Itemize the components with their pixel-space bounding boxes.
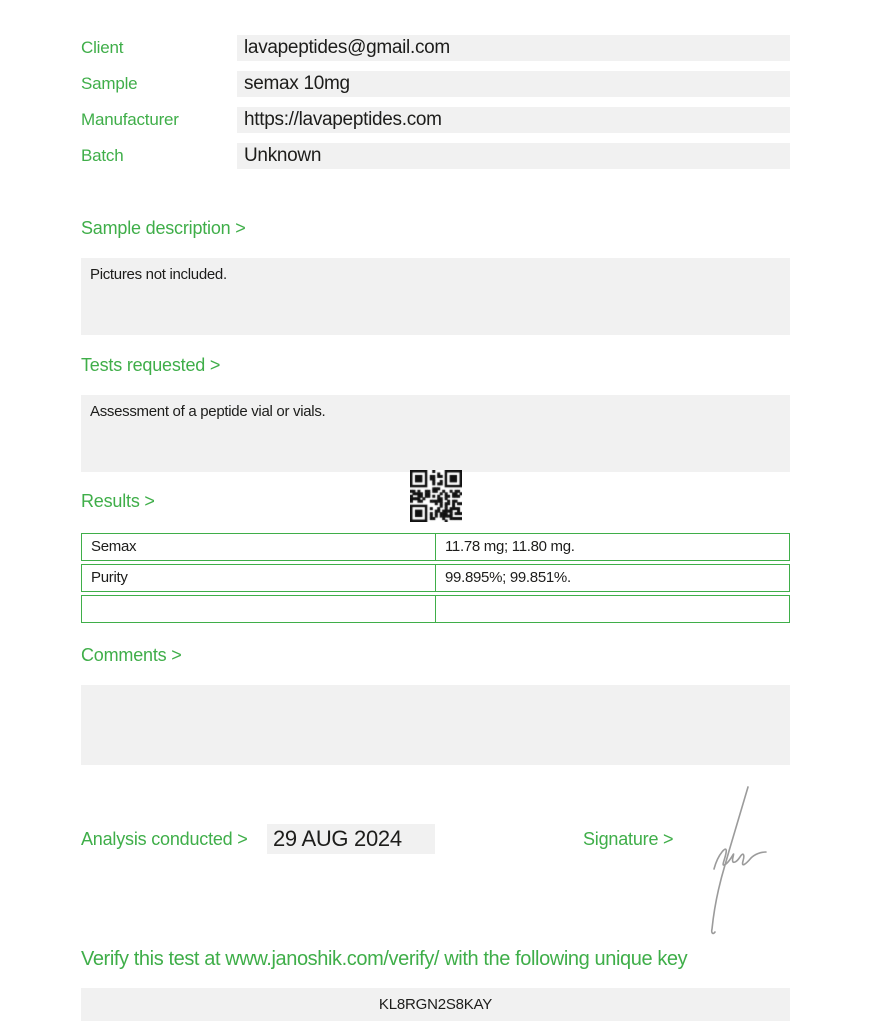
comments-heading: Comments > xyxy=(81,645,182,665)
qr-code xyxy=(410,470,462,522)
sample-description-heading: Sample description > xyxy=(81,218,246,238)
result-name: Semax xyxy=(82,534,436,560)
results-row-empty xyxy=(81,595,790,623)
signature-image xyxy=(688,781,772,939)
manufacturer-value: https://lavapeptides.com xyxy=(237,107,790,133)
result-value: 99.895%; 99.851%. xyxy=(445,569,571,586)
batch-value: Unknown xyxy=(237,143,790,169)
comments-box xyxy=(81,685,790,765)
manufacturer-label: Manufacturer xyxy=(81,110,179,129)
result-name xyxy=(82,596,436,622)
sample-description-box: Pictures not included. xyxy=(81,258,790,335)
client-value: lavapeptides@gmail.com xyxy=(237,35,790,61)
result-name: Purity xyxy=(82,565,436,591)
verify-instruction: Verify this test at www.janoshik.com/verify/ with the following unique key xyxy=(81,948,688,970)
tests-requested-heading: Tests requested > xyxy=(81,355,221,375)
analysis-date: 29 AUG 2024 xyxy=(267,824,435,854)
tests-requested-box: Assessment of a peptide vial or vials. xyxy=(81,395,790,472)
results-row-purity xyxy=(81,564,790,592)
sample-label: Sample xyxy=(81,74,138,93)
result-value: 11.78 mg; 11.80 mg. xyxy=(445,538,575,555)
results-row-semax xyxy=(81,533,790,561)
batch-label: Batch xyxy=(81,146,124,165)
unique-key: KL8RGN2S8KAY xyxy=(81,988,790,1021)
signature-label: Signature > xyxy=(583,829,674,849)
client-label: Client xyxy=(81,38,124,57)
analysis-conducted-label: Analysis conducted > xyxy=(81,829,248,849)
qr-code-wrap xyxy=(410,470,462,522)
sample-value: semax 10mg xyxy=(237,71,790,97)
result-value xyxy=(436,596,789,622)
results-heading: Results > xyxy=(81,491,155,511)
